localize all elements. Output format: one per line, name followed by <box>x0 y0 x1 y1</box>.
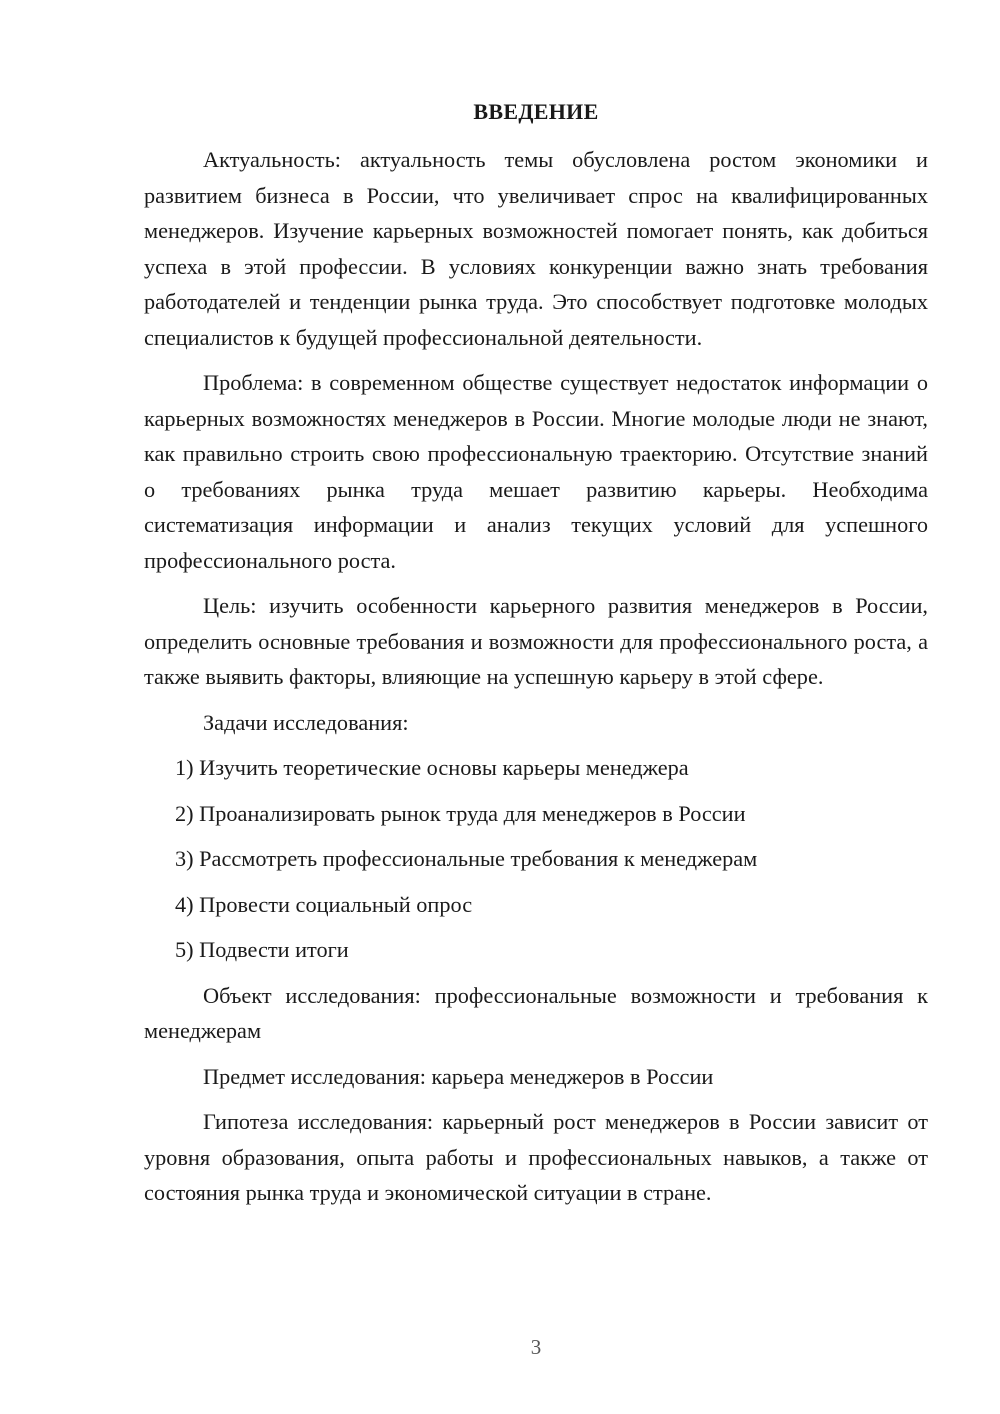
task-item-2: 2) Проанализировать рынок труда для менеджеров в России <box>175 800 746 826</box>
text-body <box>144 92 928 1221</box>
tasks-list <box>144 750 928 968</box>
object-paragraph: Объект исследования: профессиональные возможности и требования к менеджерам <box>144 982 928 1043</box>
subject-paragraph: Предмет исследования: карьера менеджеров в России <box>203 1063 714 1089</box>
task-item-1: 1) Изучить теоретические основы карьеры менеджера <box>175 755 689 780</box>
section-heading: ВВЕДЕНИЕ <box>473 99 599 124</box>
task-item-3: 3) Рассмотреть профессиональные требования к менеджерам <box>175 846 758 871</box>
tasks-title: Задачи исследования: <box>203 709 409 735</box>
goal-paragraph: Цель: изучить особенности карьерного развития менеджеров в России, определить основные требования и возможности для профессионального роста, а также выявить факторы, влияющие на успешную карьеру в этой сфере. <box>144 593 928 689</box>
task-item-4: 4) Провести социальный опрос <box>175 891 473 917</box>
task-item-5: 5) Подвести итоги <box>175 937 349 962</box>
relevance-paragraph: Актуальность: актуальность темы обусловлена ростом экономики и развитием бизнеса в России, что увеличивает спрос на квалифицированных менеджеров. Изучение карьерных возможностей помогает понять, как добиться успеха в этой профессии. В условиях конкуренции важно знать требования работодателей и тенденции рынка труда. Это способствует подготовке молодых специалистов к будущей профессиональной деятельности. <box>144 147 928 350</box>
page-number: 3 <box>530 1335 542 1359</box>
hypothesis-paragraph: Гипотеза исследования: карьерный рост менеджеров в России зависит от уровня образования, опыта работы и профессиональных навыков, а также от состояния рынка труда и экономической ситуации в стране. <box>144 1109 928 1205</box>
problem-paragraph: Проблема: в современном обществе существует недостаток информации о карьерных возможностях менеджеров в России. Многие молодые люди не знают, как правильно строить свою профессиональную траекторию. Отсутствие знаний о требованиях рынка труда мешает развитию карьеры. Необходима систематизация информации и анализ текущих условий для успешного профессионального роста. <box>144 370 928 573</box>
